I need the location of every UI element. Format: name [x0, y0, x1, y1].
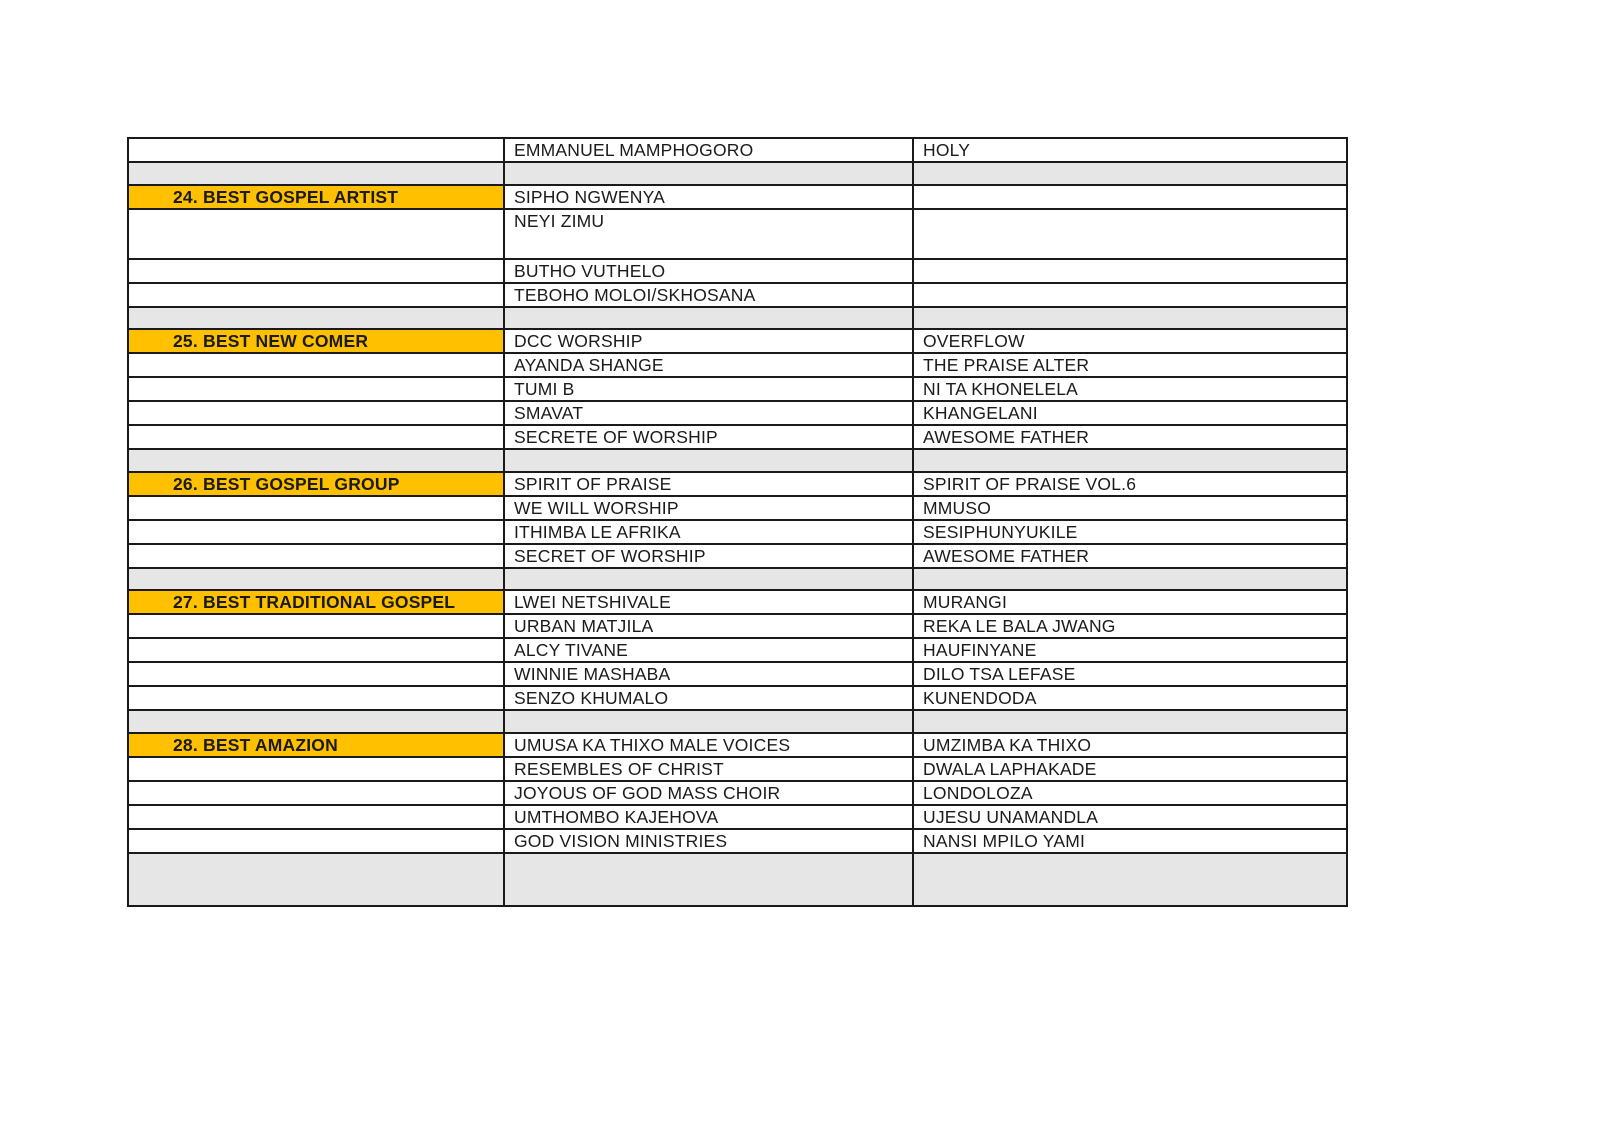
category-cell	[128, 520, 504, 544]
artist-cell: JOYOUS OF GOD MASS CHOIR	[504, 781, 913, 805]
title-cell: KUNENDODA	[913, 686, 1347, 710]
category-cell	[128, 259, 504, 283]
artist-cell: WINNIE MASHABA	[504, 662, 913, 686]
table-row	[128, 496, 1347, 520]
title-cell: AWESOME FATHER	[913, 425, 1347, 449]
category-cell	[128, 377, 504, 401]
category-cell	[128, 638, 504, 662]
artist-cell: SENZO KHUMALO	[504, 686, 913, 710]
spacer-cell	[913, 449, 1347, 472]
artist-cell: UMUSA KA THIXO MALE VOICES	[504, 733, 913, 757]
category-cell: 27. BEST TRADITIONAL GOSPEL	[128, 590, 504, 614]
category-cell	[128, 283, 504, 307]
spacer-row	[128, 449, 1347, 472]
table-row	[128, 590, 1347, 614]
category-cell: 26. BEST GOSPEL GROUP	[128, 472, 504, 496]
category-cell	[128, 544, 504, 568]
title-cell: OVERFLOW	[913, 329, 1347, 353]
artist-cell: GOD VISION MINISTRIES	[504, 829, 913, 853]
title-cell: AWESOME FATHER	[913, 544, 1347, 568]
table-row	[128, 138, 1347, 162]
category-cell	[128, 829, 504, 853]
category-cell	[128, 805, 504, 829]
table-row	[128, 472, 1347, 496]
spacer-cell	[504, 710, 913, 733]
table-row	[128, 686, 1347, 710]
title-cell: HAUFINYANE	[913, 638, 1347, 662]
spacer-cell	[504, 568, 913, 591]
artist-cell: SMAVAT	[504, 401, 913, 425]
artist-cell: TUMI B	[504, 377, 913, 401]
table-row	[128, 544, 1347, 568]
title-cell	[913, 209, 1347, 259]
category-cell: 28. BEST AMAZION	[128, 733, 504, 757]
table-row	[128, 329, 1347, 353]
spacer-cell	[128, 307, 504, 330]
title-cell	[913, 185, 1347, 209]
category-cell	[128, 781, 504, 805]
category-cell	[128, 209, 504, 259]
artist-cell: ALCY TIVANE	[504, 638, 913, 662]
spacer-cell	[913, 853, 1347, 906]
artist-cell: URBAN MATJILA	[504, 614, 913, 638]
title-cell: UJESU UNAMANDLA	[913, 805, 1347, 829]
spacer-row	[128, 853, 1347, 906]
category-cell	[128, 138, 504, 162]
table-row	[128, 185, 1347, 209]
category-cell: 24. BEST GOSPEL ARTIST	[128, 185, 504, 209]
artist-cell: EMMANUEL MAMPHOGORO	[504, 138, 913, 162]
table-row	[128, 733, 1347, 757]
table-row	[128, 283, 1347, 307]
table-row	[128, 209, 1347, 259]
table-row	[128, 520, 1347, 544]
table-row	[128, 829, 1347, 853]
spacer-cell	[504, 853, 913, 906]
artist-cell: NEYI ZIMU	[504, 209, 913, 259]
nominees-table-body	[128, 138, 1347, 906]
artist-cell: AYANDA SHANGE	[504, 353, 913, 377]
title-cell: SPIRIT OF PRAISE VOL.6	[913, 472, 1347, 496]
title-cell: DWALA LAPHAKADE	[913, 757, 1347, 781]
category-cell: 25. BEST NEW COMER	[128, 329, 504, 353]
artist-cell: LWEI NETSHIVALE	[504, 590, 913, 614]
spacer-cell	[913, 710, 1347, 733]
title-cell: DILO TSA LEFASE	[913, 662, 1347, 686]
artist-cell: ITHIMBA LE AFRIKA	[504, 520, 913, 544]
artist-cell: SIPHO NGWENYA	[504, 185, 913, 209]
category-cell	[128, 425, 504, 449]
spacer-row	[128, 162, 1347, 185]
spacer-cell	[128, 710, 504, 733]
table-row	[128, 757, 1347, 781]
spacer-cell	[913, 307, 1347, 330]
spacer-row	[128, 710, 1347, 733]
spacer-cell	[128, 162, 504, 185]
title-cell: NI TA KHONELELA	[913, 377, 1347, 401]
table-row	[128, 259, 1347, 283]
category-cell	[128, 401, 504, 425]
artist-cell: BUTHO VUTHELO	[504, 259, 913, 283]
artist-cell: SPIRIT OF PRAISE	[504, 472, 913, 496]
category-cell	[128, 686, 504, 710]
title-cell	[913, 283, 1347, 307]
table-row	[128, 401, 1347, 425]
spacer-cell	[504, 162, 913, 185]
artist-cell: SECRET OF WORSHIP	[504, 544, 913, 568]
title-cell: MURANGI	[913, 590, 1347, 614]
table-row	[128, 353, 1347, 377]
spacer-cell	[504, 307, 913, 330]
category-cell	[128, 662, 504, 686]
title-cell: REKA LE BALA JWANG	[913, 614, 1347, 638]
table-row	[128, 377, 1347, 401]
table-row	[128, 662, 1347, 686]
spacer-cell	[913, 568, 1347, 591]
table-row	[128, 805, 1347, 829]
title-cell: MMUSO	[913, 496, 1347, 520]
spacer-cell	[128, 568, 504, 591]
title-cell: LONDOLOZA	[913, 781, 1347, 805]
table-row	[128, 638, 1347, 662]
artist-cell: SECRETE OF WORSHIP	[504, 425, 913, 449]
title-cell: THE PRAISE ALTER	[913, 353, 1347, 377]
category-cell	[128, 757, 504, 781]
table-row	[128, 614, 1347, 638]
title-cell: SESIPHUNYUKILE	[913, 520, 1347, 544]
spacer-row	[128, 307, 1347, 330]
title-cell: KHANGELANI	[913, 401, 1347, 425]
artist-cell: RESEMBLES OF CHRIST	[504, 757, 913, 781]
spacer-cell	[128, 449, 504, 472]
artist-cell: UMTHOMBO KAJEHOVA	[504, 805, 913, 829]
table-row	[128, 425, 1347, 449]
table-row	[128, 781, 1347, 805]
title-cell: HOLY	[913, 138, 1347, 162]
artist-cell: TEBOHO MOLOI/SKHOSANA	[504, 283, 913, 307]
artist-cell: WE WILL WORSHIP	[504, 496, 913, 520]
title-cell: UMZIMBA KA THIXO	[913, 733, 1347, 757]
spacer-cell	[128, 853, 504, 906]
nominees-table	[127, 137, 1348, 907]
spacer-row	[128, 568, 1347, 591]
category-cell	[128, 496, 504, 520]
category-cell	[128, 614, 504, 638]
spacer-cell	[504, 449, 913, 472]
title-cell: NANSI MPILO YAMI	[913, 829, 1347, 853]
category-cell	[128, 353, 504, 377]
spacer-cell	[913, 162, 1347, 185]
artist-cell: DCC WORSHIP	[504, 329, 913, 353]
title-cell	[913, 259, 1347, 283]
